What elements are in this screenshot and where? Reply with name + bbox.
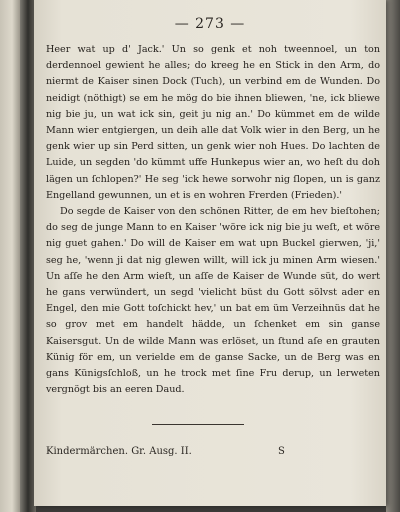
footnote-divider: [152, 424, 244, 425]
page-number: — 273 —: [174, 16, 246, 32]
book-edge: [386, 0, 400, 512]
paragraph: Heer wat up d' Jack.' Un so genk et noh tweennoel, un ton derdennoel gewient he alles; do kreeg he en Stick in den Arm, do niermt de Kaiser sinen Dock (Tuch), un verbind em de Wunden. Do neidigt (nöthigt) se em he mög do bie ihnen bliewen, 'ne, ick bliewe nig bie ju, un wat ick sin, geit ju nig an.' Do kümmet em de wilde Mann wier entgiergen, un deih alle dat Volk wier in den Berg, un he genk wier up sin Perd sitten, un genk wier noh Hues. Do lachten de Luide, un segden 'do kümmt uffe Hunkepus wier an, wo heſt du doh lägen un ſchlopen?' He seg 'ick hewe sorwohr nig ſlopen, un is ganz Engelland gewunnen, un et is en wohren Frerden (Frieden).': [46, 44, 380, 201]
footer-title: Kindermärchen. Gr. Ausg. II.: [46, 446, 192, 457]
signature-mark: S: [278, 446, 285, 457]
page-footer: [46, 446, 346, 457]
page-body: [46, 42, 380, 398]
book-page: [34, 0, 386, 506]
facing-page-edge: [0, 0, 20, 512]
paragraph: Do segde de Kaiser von den schönen Ritter, de em hev bieſtohen; do seg de junge Mann to en Kaiser 'wöre ick nig bie ju weſt, et wöre nig guet gahen.' Do will de Kaiser em wat upn Buckel gierwen, 'ji,' seg he, 'wenn ji dat nig glewen willt, will ick ju minen Arm wiesen.' Un aſſe he den Arm wieſt, un aſſe de Kaiser de Wunde süt, do wert he gans verwündert, un segd 'vielicht büst du Gott sölvst ader en Engel, den mie Gott toſchickt hev,' un bat em üm Verzeihnüs dat he so grov met em handelt hädde, un ſchenket em sin ganse Kaisersgut. Un de wilde Mann was erlöset, un ſtund aſe en grauten Künig för em, un verielde em de ganse Sacke, un de Berg was en gans Künigsſchloß, un he trock met ſine Fru derup, un lerweten vergnögt bis an eeren Daud.: [46, 206, 380, 396]
